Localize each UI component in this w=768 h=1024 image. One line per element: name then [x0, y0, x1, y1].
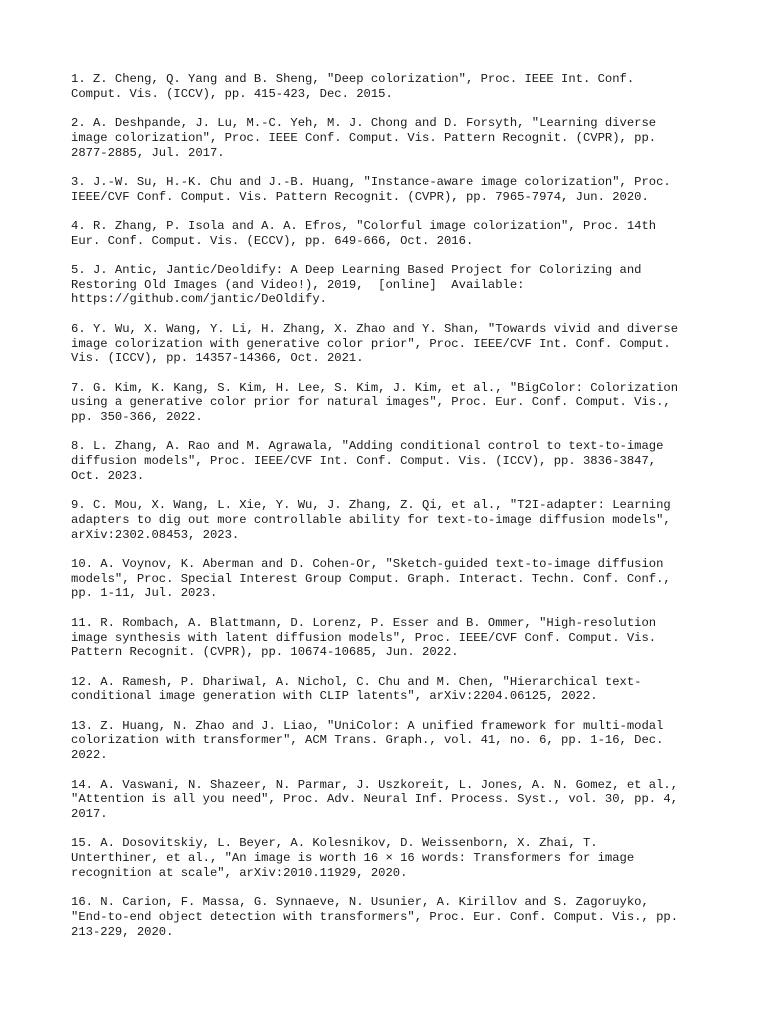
reference-item: [71, 778, 711, 822]
reference-line: 9. C. Mou, X. Wang, L. Xie, Y. Wu, J. Zhang, Z. Qi, et al., "T2I-adapter: Learning: [71, 498, 671, 513]
reference-list: [71, 72, 711, 954]
reference-line: 8. L. Zhang, A. Rao and M. Agrawala, "Adding conditional control to text-to-image: [71, 439, 664, 454]
reference-item: [71, 116, 711, 160]
reference-line: https://github.com/jantic/DeOldify.: [71, 292, 327, 307]
reference-item: [71, 381, 711, 425]
reference-line: 12. A. Ramesh, P. Dhariwal, A. Nichol, C. Chu and M. Chen, "Hierarchical text-: [71, 674, 642, 689]
reference-item: [71, 72, 711, 101]
reference-line: Oct. 2023.: [71, 468, 145, 483]
reference-line: 6. Y. Wu, X. Wang, Y. Li, H. Zhang, X. Zhao and Y. Shan, "Towards vivid and diverse: [71, 321, 679, 336]
reference-line: image colorization with generative color prior", Proc. IEEE/CVF Int. Conf. Comput.: [71, 336, 671, 351]
reference-line: 14. A. Vaswani, N. Shazeer, N. Parmar, J. Uszkoreit, L. Jones, A. N. Gomez, et al.,: [71, 777, 679, 792]
reference-line: Unterthiner, et al., "An image is worth 16 × 16 words: Transformers for image: [71, 851, 635, 866]
reference-line: 10. A. Voynov, K. Aberman and D. Cohen-Or, "Sketch-guided text-to-image diffusion: [71, 557, 664, 572]
reference-line: diffusion models", Proc. IEEE/CVF Int. Conf. Comput. Vis. (ICCV), pp. 3836-3847,: [71, 454, 657, 469]
reference-line: image synthesis with latent diffusion models", Proc. IEEE/CVF Conf. Comput. Vis.: [71, 630, 657, 645]
reference-item: [71, 498, 711, 542]
reference-item: [71, 895, 711, 939]
reference-line: 16. N. Carion, F. Massa, G. Synnaeve, N. Usunier, A. Kirillov and S. Zagoruyko,: [71, 895, 649, 910]
reference-line: models", Proc. Special Interest Group Comput. Graph. Interact. Techn. Conf. Conf.,: [71, 571, 671, 586]
reference-line: pp. 1-11, Jul. 2023.: [71, 586, 218, 601]
reference-line: 2. A. Deshpande, J. Lu, M.-C. Yeh, M. J. Chong and D. Forsyth, "Learning diverse: [71, 116, 657, 131]
reference-line: 3. J.-W. Su, H.-K. Chu and J.-B. Huang, "Instance-aware image colorization", Proc.: [71, 174, 671, 189]
reference-item: [71, 175, 711, 204]
reference-item: [71, 263, 711, 307]
reference-line: conditional image generation with CLIP latents", arXiv:2204.06125, 2022.: [71, 689, 598, 704]
reference-item: [71, 719, 711, 763]
reference-line: "Attention is all you need", Proc. Adv. Neural Inf. Process. Syst., vol. 30, pp. 4,: [71, 792, 679, 807]
reference-line: Eur. Conf. Comput. Vis. (ECCV), pp. 649-666, Oct. 2016.: [71, 233, 474, 248]
reference-item: [71, 219, 711, 248]
reference-item: [71, 836, 711, 880]
reference-line: arXiv:2302.08453, 2023.: [71, 527, 240, 542]
reference-line: recognition at scale", arXiv:2010.11929, 2020.: [71, 865, 408, 880]
reference-line: 2022.: [71, 748, 108, 763]
reference-line: 1. Z. Cheng, Q. Yang and B. Sheng, "Deep colorization", Proc. IEEE Int. Conf.: [71, 72, 635, 86]
reference-line: 2877-2885, Jul. 2017.: [71, 145, 225, 160]
reference-line: 2017.: [71, 806, 108, 821]
reference-line: Restoring Old Images (and Video!), 2019, [online] Available:: [71, 277, 525, 292]
reference-line: adapters to dig out more controllable ability for text-to-image diffusion models",: [71, 512, 671, 527]
reference-item: [71, 557, 711, 601]
reference-item: [71, 675, 711, 704]
reference-line: colorization with transformer", ACM Trans. Graph., vol. 41, no. 6, pp. 1-16, Dec.: [71, 733, 664, 748]
reference-line: 11. R. Rombach, A. Blattmann, D. Lorenz, P. Esser and B. Ommer, "High-resolution: [71, 615, 657, 630]
reference-line: image colorization", Proc. IEEE Conf. Comput. Vis. Pattern Recognit. (CVPR), pp.: [71, 130, 657, 145]
reference-line: 213-229, 2020.: [71, 924, 174, 939]
reference-item: [71, 439, 711, 483]
reference-line: 5. J. Antic, Jantic/Deoldify: A Deep Learning Based Project for Colorizing and: [71, 263, 642, 278]
reference-line: Vis. (ICCV), pp. 14357-14366, Oct. 2021.: [71, 351, 364, 366]
reference-line: pp. 350-366, 2022.: [71, 410, 203, 425]
reference-line: Comput. Vis. (ICCV), pp. 415-423, Dec. 2015.: [71, 86, 393, 101]
reference-line: 4. R. Zhang, P. Isola and A. A. Efros, "Colorful image colorization", Proc. 14th: [71, 218, 657, 233]
reference-line: using a generative color prior for natural images", Proc. Eur. Conf. Comput. Vis.,: [71, 395, 671, 410]
reference-item: [71, 616, 711, 660]
reference-line: IEEE/CVF Conf. Comput. Vis. Pattern Recognit. (CVPR), pp. 7965-7974, Jun. 2020.: [71, 189, 649, 204]
reference-line: 13. Z. Huang, N. Zhao and J. Liao, "UniColor: A unified framework for multi-modal: [71, 718, 664, 733]
reference-line: 7. G. Kim, K. Kang, S. Kim, H. Lee, S. Kim, J. Kim, et al., "BigColor: Colorization: [71, 380, 679, 395]
reference-line: 15. A. Dosovitskiy, L. Beyer, A. Kolesnikov, D. Weissenborn, X. Zhai, T.: [71, 836, 598, 851]
reference-item: [71, 322, 711, 366]
reference-line: Pattern Recognit. (CVPR), pp. 10674-10685, Jun. 2022.: [71, 645, 459, 660]
reference-line: "End-to-end object detection with transformers", Proc. Eur. Conf. Comput. Vis., pp.: [71, 909, 679, 924]
